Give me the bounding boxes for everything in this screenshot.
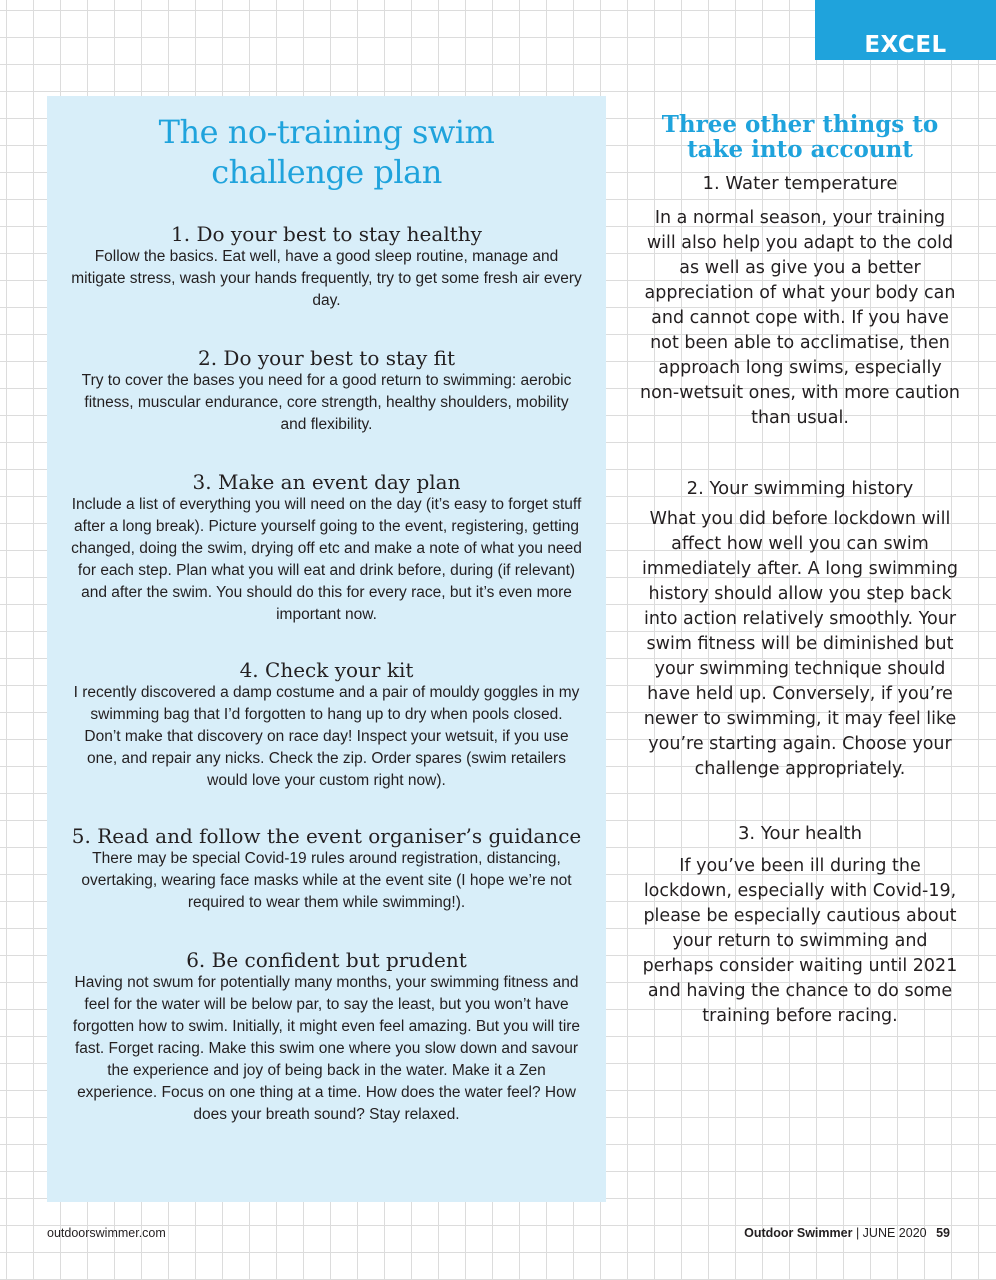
plan-step-5 <box>71 824 582 914</box>
sidebar-title: Three other things to take into account <box>661 111 939 163</box>
challenge-plan-panel <box>47 96 606 1202</box>
panel-title-line2: challenge plan <box>211 153 442 191</box>
plan-step-body: Include a list of everything you will need on the day (it’s easy to forget stuff after a long break). Picture yourself going to the event, registering, getting changed, doing the swim, drying off etc and make a note of what you need for each step. Plan what you will eat and drink before, during (if relevant) and after the swim. You should do this for every race, but it’s even more important now. <box>71 496 582 623</box>
sidebar-things-to-consider <box>640 112 960 1029</box>
panel-title-line1: The no-training swim <box>158 113 495 151</box>
plan-step-heading: 1. Do your best to stay healthy <box>171 222 482 246</box>
footer-website: outdoorswimmer.com <box>47 1226 166 1240</box>
plan-step-body: Try to cover the bases you need for a good return to swimming: aerobic fitness, muscular endurance, core strength, healthy shoulders, mobility and flexibility. <box>81 372 572 433</box>
plan-step-heading: 2. Do your best to stay fit <box>197 346 455 370</box>
section-tab: EXCEL <box>815 0 996 60</box>
plan-step-heading: 4. Check your kit <box>239 658 414 682</box>
plan-step-1 <box>71 222 582 312</box>
footer-issue-info <box>744 1226 950 1240</box>
plan-step-3 <box>71 470 582 626</box>
plan-step-body: I recently discovered a damp costume and a pair of mouldy goggles in my swimming bag that I’d forgotten to hang up to dry when pools closed. Don’t make that discovery on race day! Inspect your wetsuit, if you use one, and repair any nicks. Check the zip. Order spares (swim retailers would love your custom right now). <box>73 684 580 789</box>
plan-step-body: There may be special Covid-19 rules around registration, distancing, overtaking, wearing face masks while at the event site (I hope we’re not required to wear them while swimming!). <box>81 850 572 911</box>
plan-step-body: Follow the basics. Eat well, have a good sleep routine, manage and mitigate stress, wash your hands frequently, try to get some fresh air every day. <box>71 248 582 309</box>
sidebar-item-heading: 3. Your health <box>737 823 863 844</box>
panel-title <box>71 112 582 192</box>
footer-magazine-name: Outdoor Swimmer <box>744 1226 853 1240</box>
sidebar-item-3 <box>640 822 960 1029</box>
sidebar-item-2 <box>640 477 960 782</box>
plan-step-4 <box>71 658 582 792</box>
plan-step-heading: 6. Be confident but prudent <box>186 948 467 972</box>
plan-step-heading: 3. Make an event day plan <box>192 470 461 494</box>
plan-step-body: Having not swum for potentially many months, your swimming fitness and feel for the water will be below par, to say the least, but you won’t have forgotten how to swim. Initially, it might even feel amazing. But you will tire fast. Forget racing. Make this swim one where you slow down and savour the experience and joy of being back in the water. Make it a Zen experience. Focus on one thing at a time. How does the water feel? How does your breath sound? Stay relaxed. <box>72 974 581 1123</box>
page-number: 59 <box>936 1226 950 1240</box>
footer-issue-date: JUNE 2020 <box>862 1226 927 1240</box>
sidebar-item-heading: 1. Water temperature <box>702 173 898 194</box>
plan-step-2 <box>71 346 582 436</box>
plan-step-6 <box>71 948 582 1126</box>
sidebar-item-1 <box>640 172 960 431</box>
sidebar-item-body: In a normal season, your training will also help you adapt to the cold as well as give you a better appreciation of what your body can and cannot cope with. If you have not been able to acclimatise, then approach long swims, especially non-wetsuit ones, with more caution than usual. <box>640 208 960 428</box>
footer-separator: | <box>855 1226 860 1240</box>
sidebar-item-body: If you’ve been ill during the lockdown, especially with Covid-19, please be especially cautious about your return to swimming and perhaps consider waiting until 2021 and having the chance to do some training before racing. <box>642 856 958 1026</box>
sidebar-item-heading: 2. Your swimming history <box>686 478 914 499</box>
plan-step-heading: 5. Read and follow the event organiser’s guidance <box>71 824 582 848</box>
sidebar-item-body: What you did before lockdown will affect how well you can swim immediately after. A long swimming history should allow you step back into action relatively smoothly. Your swim fitness will be diminished but your swimming technique should have held up. Conversely, if you’re newer to swimming, it may feel like you’re starting again. Choose your challenge appropriately. <box>641 509 959 779</box>
